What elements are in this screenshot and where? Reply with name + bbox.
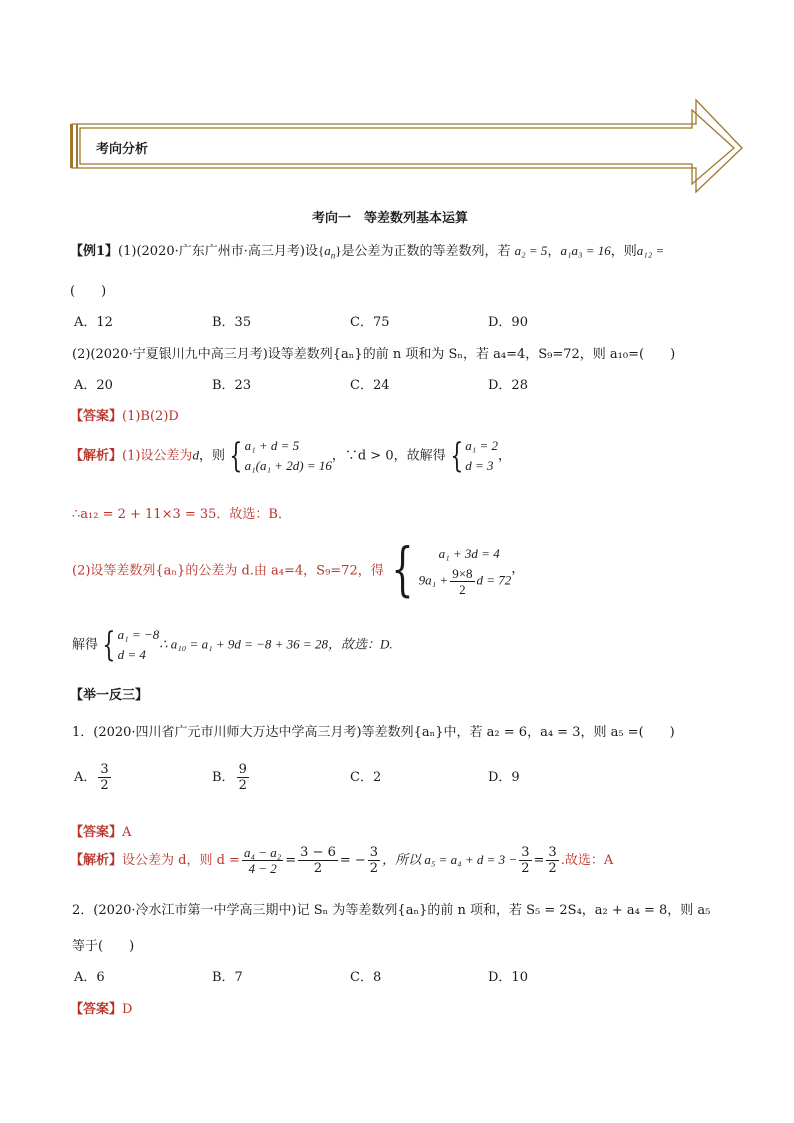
q1-options [74,311,626,330]
p1-f2-num: 3 − 6 [300,845,336,860]
sol2-r1: a₁ = −8 [117,627,160,642]
p1-option-c: C．2 [350,770,382,785]
p1-f4 [519,845,531,876]
analysis-tag: 【解析】 [70,448,123,464]
q1-option-d: D．90 [488,315,528,330]
q1-option-a: A．12 [74,315,113,330]
sol2-eq2 [419,566,512,597]
practice-header: 【举一反三】 [70,688,149,703]
p1-sol-b: ，所以 a₅ = a₄ + d = 3 − [382,852,518,867]
sol1-eq2: a₁(a₁ + 2d) = 16 [244,458,332,473]
sol1-cond: ，∵d > 0，故解得 [331,448,446,464]
banner-label: 考向分析 [96,142,149,157]
p1-options [74,762,626,793]
q2-option-c: C．24 [350,378,390,393]
sol1-system [245,436,332,476]
q2-option-a: A．20 [74,378,113,393]
sol1-then: ，则 [198,448,225,464]
sol2-brace2: { [102,625,116,665]
p1-option-a [74,762,212,793]
p1-f4-den: 2 [521,861,530,876]
p1-answer-line [70,821,131,840]
sol2-frac-den: 2 [459,581,466,597]
sol1-brace: { [229,436,243,476]
p1-option-a-den: 2 [100,778,109,793]
p2-text: 2．(2020·冷水江市第一中学高三期中)记 Sₙ 为等差数列{aₙ}的前 n 项和，若 S₅ = 2S₄，a₂ + a₄ = 8，则 a₅ [72,903,711,918]
sol2-system [419,542,512,597]
q2-text: (2)(2020·宁夏银川九中高三月考)设等差数列{aₙ}的前 n 项和为 Sₙ，若 a₄=4，S₉=72，则 a₁₀=( ) [72,347,676,362]
solution2: (2)设等差数列{aₙ}的公差为 d.由 a₄=4，S₉=72，得 { a₁ + 3d = 4 9a₁ + $\frac{9\times 8}{2}$ d = 72 ， [72,535,525,603]
sol1-eq1: a₁ + d = 5 [244,438,300,453]
p1-option-b-label: B． [212,770,235,785]
p1-f1-num: a₄ − a₂ [243,845,282,860]
p1-solution: 【解析】设公差为 d，则 d = $\frac{\text{a₄ − a₂}}{4 - 2}$ = $\frac{3 - 6}{2}$ = − $\frac{3}{2}$ ，所以 a₅ = a₄ + d = 3 − $\frac{3}{2}$ = $\frac{3}{2}$ .故选：A [70,845,614,876]
p1-f1 [242,845,283,876]
p1-f2 [298,845,338,876]
answer-tag: 【答案】 [70,409,123,424]
sol2-solve-line [72,625,393,665]
answer-line [70,405,179,424]
sol2-tail: ∴ a₁₀ = a₁ + 9d = −8 + 36 = 28，故选：D. [159,636,393,652]
p1-sol-c: .故选：A [560,853,614,868]
p1-option-b-den: 2 [238,778,247,793]
sol1-result [465,436,498,476]
section-title: 考向一 等差数列基本运算 [312,211,469,226]
p1-f5-num: 3 [548,845,557,860]
p1-option-a-label: A． [74,770,97,785]
p2-options [74,966,626,985]
q2-options [74,374,626,393]
sol2-r2: d = 4 [117,647,146,662]
q1-cond1: a₂ = 5 [514,243,548,258]
sol1-r1: a₁ = 2 [465,438,499,453]
p2-text2: 等于( ) [72,939,135,954]
example-tag: 【例1】 [70,244,119,259]
p1-f4-num: 3 [521,845,530,860]
sol2-brace: { [391,535,414,603]
p1-option-a-frac [98,762,110,793]
p2-option-d: D．10 [488,970,528,985]
q1-cond2: a₁a₃ = 16 [560,243,611,258]
p1-answer: A [122,825,132,840]
q2-option-b: B．23 [212,378,252,393]
p2-answer: D [122,1002,133,1017]
p1-option-b [212,762,350,793]
sol1-r2: d = 3 [465,458,494,473]
q1-ask: a₁₂ = [636,243,665,258]
p2-answer-tag: 【答案】 [70,1002,123,1017]
p1-option-b-frac [237,762,249,793]
p1-option-a-num: 3 [100,762,109,777]
p1-analysis-tag: 【解析】 [70,853,123,868]
p2-option-a: A．6 [74,970,105,985]
sol1-intro: (1)设公差为 [122,448,193,464]
sol1-line2: ∴a₁₂ = 2 + 11×3 = 35．故选：B． [72,507,291,522]
p2-option-b: B．7 [212,970,243,985]
p1-f3-den: 2 [369,861,379,876]
sol2-eq2b: d = 72 [476,571,512,587]
q1-option-c: C．75 [350,315,390,330]
sol2-solve: 解得 [72,637,99,653]
p1-f2-den: 2 [313,861,323,876]
sol2-result [118,625,160,665]
example-q1: 【例1】(1)(2020·广东广州市·高三月考)设$\{a_n\}$是公差为正数的等差数列，若 a₂ = 5，a₁a₃ = 16，则a₁₂ = [70,243,665,261]
p1-text: 1．(2020·四川省广元市川师大万达中学高三月考)等差数列{aₙ}中，若 a₂ = 6，a₄ = 3，则 a₅ =( ) [72,725,675,740]
answer-value: (1)B(2)D [122,409,179,424]
q1-source: (1)(2020·广东广州市·高三月考)设 [118,244,318,259]
p1-sol-a: 设公差为 d，则 d = [122,853,240,868]
q1-option-b: B．35 [212,315,252,330]
banner-arrow-shape [70,100,742,192]
solution1: 【解析】(1)设公差为d，则 { a₁ + d = 5 a₁(a₁ + 2d) = 16 ，∵d > 0，故解得 { a₁ = 2 d = 3 ， [70,436,512,476]
sol2-eq2a: 9a₁ + [418,571,449,587]
sol2-eq1: a₁ + 3d = 4 [438,545,500,561]
p1-answer-tag: 【答案】 [70,825,123,840]
q1-text-a: 是公差为正数的等差数列，若 [341,244,511,259]
q1-paren: ( ) [70,284,107,299]
sol1-d: d [192,447,199,463]
q1-text-b: ，则 [610,244,637,259]
q2-option-d: D．28 [488,378,528,393]
p2-option-c: C．8 [350,970,382,985]
p2-answer-line [70,998,132,1017]
sol2-frac-num: 9×8 [452,565,473,581]
p1-f5-den: 2 [548,861,557,876]
sol2-intro: (2)设等差数列{aₙ}的公差为 d.由 a₄=4，S₉=72，得 [72,563,384,579]
p1-option-d: D．9 [488,770,520,785]
p1-option-b-num: 9 [238,762,247,777]
sol1-brace2: { [449,436,463,476]
p1-f5 [546,845,558,876]
q1-seq: $\{a_n\}$ [317,243,342,261]
sol2-frac [450,566,474,597]
p1-f1-den: 4 − 2 [248,861,277,876]
p1-f3 [368,845,380,876]
banner-arrow [66,96,746,196]
p1-f3-num: 3 [369,845,379,860]
